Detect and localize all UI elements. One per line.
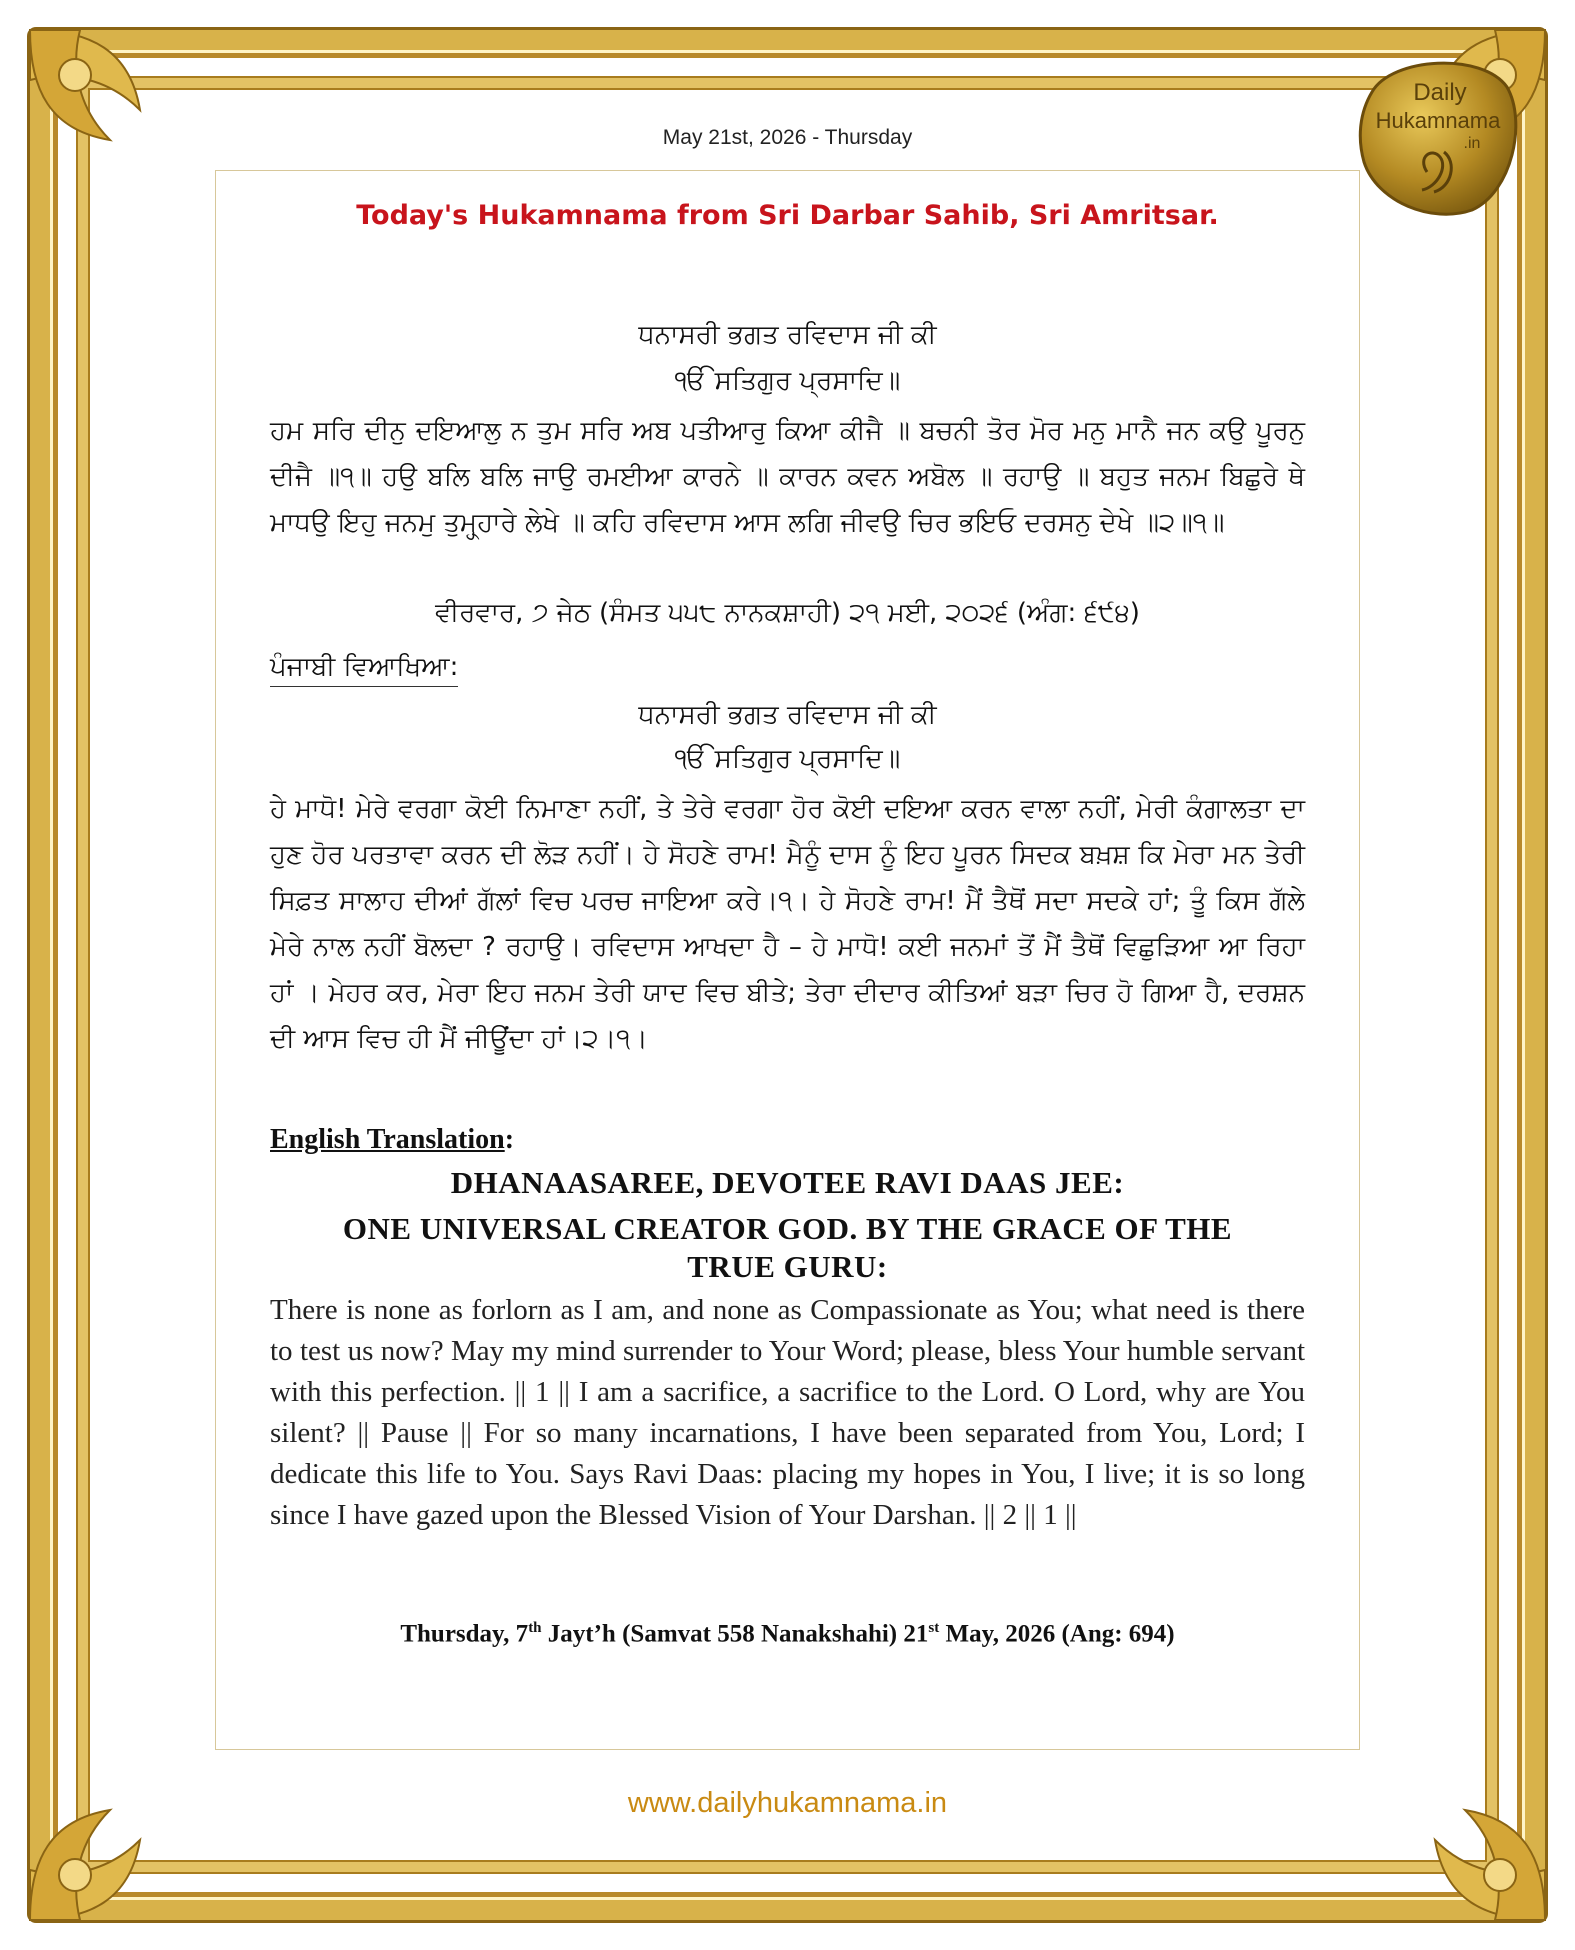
daily-hukamnama-logo — [1352, 52, 1520, 220]
logo-text-in: .in — [1463, 135, 1481, 152]
english-date-part2: Jayt’h (Samvat 558 Nanakshahi) 21 — [541, 1620, 929, 1648]
english-heading-colon: : — [504, 1124, 515, 1155]
english-heading — [270, 1124, 514, 1156]
punjabi-text: ਹੇ ਮਾਧੋ! ਮੇਰੇ ਵਰਗਾ ਕੋਈ ਨਿਮਾਣਾ ਨਹੀਂ, ਤੇ ਤੇਰੇ ਵਰਗਾ ਹੋਰ ਕੋਈ ਦਇਆ ਕਰਨ ਵਾਲਾ ਨਹੀਂ, ਮੇਰੀ ਕੰਗਾਲਤਾ ਦਾ ਹੁਣ ਹੋਰ ਪਰਤਾਵਾ ਕਰਨ ਦੀ ਲੋੜ ਨਹੀਂ। ਹੇ ਸੋਹਣੇ ਰਾਮ! ਮੈਨੂੰ ਦਾਸ ਨੂੰ ਇਹ ਪੂਰਨ ਸਿਦਕ ਬਖ਼ਸ਼ ਕਿ ਮੇਰਾ ਮਨ ਤੇਰੀ ਸਿਫ਼ਤ ਸਾਲਾਹ ਦੀਆਂ ਗੱਲਾਂ ਵਿਚ ਪਰਚ ਜਾਇਆ ਕਰੇ।੧। ਹੇ ਸੋਹਣੇ ਰਾਮ! ਮੈਂ ਤੈਥੋਂ ਸਦਾ ਸਦਕੇ ਹਾਂ; ਤੂੰ ਕਿਸ ਗੱਲੇ ਮੇਰੇ ਨਾਲ ਨਹੀਂ ਬੋਲਦਾ ? ਰਹਾਉ। ਰਵਿਦਾਸ ਆਖਦਾ ਹੈ – ਹੇ ਮਾਧੋ! ਕਈ ਜਨਮਾਂ ਤੋਂ ਮੈਂ ਤੈਥੋਂ ਵਿਛੁੜਿਆ ਆ ਰਿਹਾ ਹਾਂ । ਮੇਹਰ ਕਰ, ਮੇਰਾ ਇਹ ਜਨਮ ਤੇਰੀ ਯਾਦ ਵਿਚ ਬੀਤੇ; ਤੇਰਾ ਦੀਦਾਰ ਕੀਤਿਆਂ ਬੜਾ ਚਿਰ ਹੋ ਗਿਆ ਹੈ, ਦਰਸ਼ਨ ਦੀ ਆਸ ਵਿਚ ਹੀ ਮੈਂ ਜੀਊਂਦਾ ਹਾਂ।੨।੧। — [270, 794, 1305, 1054]
gurbani-date: ਵੀਰਵਾਰ, ੭ ਜੇਠ (ਸੰਮਤ ੫੫੮ ਨਾਨਕਸ਼ਾਹੀ) ੨੧ ਮਈ, ੨੦੨੬ (ਅੰਗ: ੬੯੪) — [435, 598, 1140, 628]
punjabi-mool-mantar: ੴ ਸਤਿਗੁਰ ਪ੍ਰਸਾਦਿ॥ — [674, 744, 901, 774]
logo-text-hukamnama: Hukamnama — [1375, 108, 1501, 133]
english-title-line2: ONE UNIVERSAL CREATOR GOD. BY THE GRACE OF THE — [342, 1211, 1233, 1246]
punjabi-heading: ਪੰਜਾਬੀ ਵਿਆਖਿਆ: — [270, 652, 458, 687]
gurbani-raag: ਧਨਾਸਰੀ ਭਗਤ ਰਵਿਦਾਸ ਜੀ ਕੀ — [638, 320, 937, 350]
logo-text-daily: Daily — [1413, 79, 1467, 106]
corner-ornament-icon — [20, 1760, 190, 1930]
english-date-sup2: st — [928, 1620, 940, 1636]
english-title-line1: DHANAASAREE, DEVOTEE RAVI DAAS JEE: — [450, 1165, 1125, 1200]
english-title-line3: TRUE GURU: — [687, 1249, 888, 1284]
english-translation-text: There is none as forlorn as I am, and none as Compassionate as You; what need is there to test us now? May my mind surrender to Your Word; please, bless Your humble servant with this perfection. || 1 || I am a sacrifice, a sacrifice to the Lord. O Lord, why are You silent? || Pause || For so many incarnations, I have been separated from You, Lord; I dedicate this life to You. Says Ravi Daas: placing my hopes in You, I live; it is so long since I have gazed upon the Blessed Vision of Your Darshan. || 2 || 1 || — [270, 1294, 1305, 1531]
english-date-part3: May, 2026 (Ang: 694) — [939, 1620, 1175, 1648]
page-title: Today's Hukamnama from Sri Darbar Sahib, Sri Amritsar. — [356, 200, 1219, 231]
gurbani-text: ਹਮ ਸਰਿ ਦੀਨੁ ਦਇਆਲੁ ਨ ਤੁਮ ਸਰਿ ਅਬ ਪਤੀਆਰੁ ਕਿਆ ਕੀਜੈ ॥ ਬਚਨੀ ਤੋਰ ਮੋਰ ਮਨੁ ਮਾਨੈ ਜਨ ਕਉ ਪੂਰਨੁ ਦੀਜੈ ॥੧॥ ਹਉ ਬਲਿ ਬਲਿ ਜਾਉ ਰਮਈਆ ਕਾਰਨੇ ॥ ਕਾਰਨ ਕਵਨ ਅਬੋਲ ॥ ਰਹਾਉ ॥ ਬਹੁਤ ਜਨਮ ਬਿਛੁਰੇ ਥੇ ਮਾਧਉ ਇਹੁ ਜਨਮੁ ਤੁਮ੍ਹ੍ਹਾਰੇ ਲੇਖੇ ॥ ਕਹਿ ਰਵਿਦਾਸ ਆਸ ਲਗਿ ਜੀਵਉ ਚਿਰ ਭਇਓ ਦਰਸਨੁ ਦੇਖੇ ॥੨॥੧॥ — [270, 416, 1305, 538]
punjabi-raag: ਧਨਾਸਰੀ ਭਗਤ ਰਵਿਦਾਸ ਜੀ ਕੀ — [638, 700, 937, 730]
header-date: May 21st, 2026 - Thursday — [662, 126, 913, 149]
corner-ornament-icon — [1385, 1760, 1555, 1930]
english-date — [270, 1620, 1305, 1648]
english-date-sup1: th — [528, 1620, 542, 1636]
english-heading-label: English Translation — [270, 1124, 505, 1155]
gurbani-mool-mantar: ੴ ਸਤਿਗੁਰ ਪ੍ਰਸਾਦਿ॥ — [674, 366, 901, 396]
corner-ornament-icon — [20, 20, 190, 190]
website-link[interactable]: www.dailyhukamnama.in — [627, 1787, 948, 1819]
english-date-part1: Thursday, 7 — [400, 1620, 529, 1648]
